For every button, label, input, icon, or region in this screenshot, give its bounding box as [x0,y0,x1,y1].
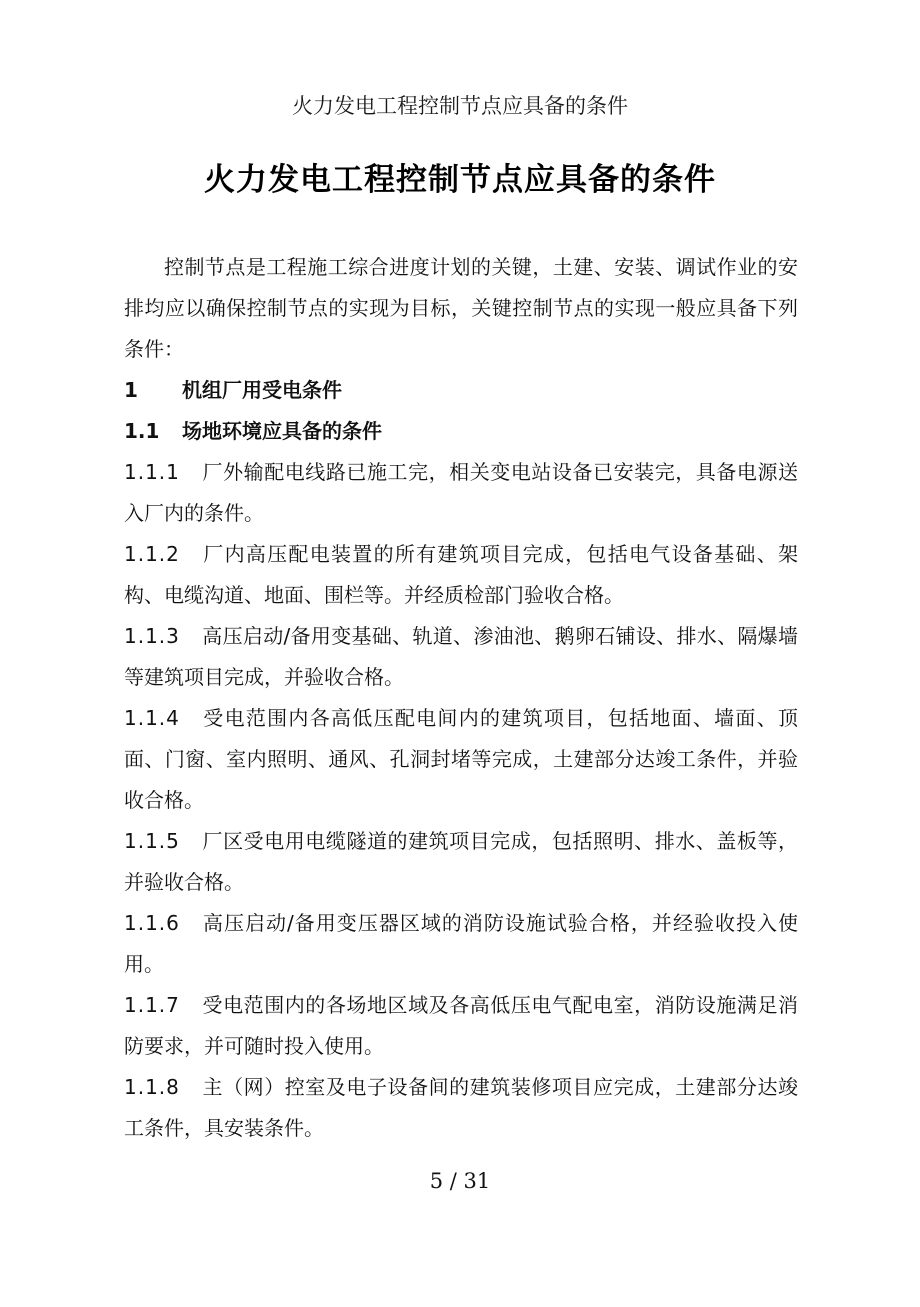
subsection-title: 场地环境应具备的条件 [182,419,382,443]
clause-item [124,698,798,821]
clause-number: 1.1.3 [124,624,180,648]
subsection-number: 1.1 [124,419,160,443]
section-title: 机组厂用受电条件 [182,378,342,402]
clause-text: 主（网）控室及电子设备间的建筑装修项目应完成，土建部分达竣工条件，具安装条件。 [124,1075,798,1140]
clause-text: 厂内高压配电装置的所有建筑项目完成，包括电气设备基础、架构、电缆沟道、地面、围栏等。并经质检部门验收合格。 [124,542,798,607]
clause-item [124,985,798,1067]
clause-text: 厂外输配电线路已施工完，相关变电站设备已安装完，具备电源送入厂内的条件。 [124,460,798,525]
running-header: 火力发电工程控制节点应具备的条件 [292,94,628,118]
page-number: 5 / 31 [429,1169,491,1193]
document-body [124,247,798,1149]
subsection-heading [124,411,798,452]
clause-number: 1.1.7 [124,993,180,1017]
clause-item [124,903,798,985]
clause-item [124,616,798,698]
clause-number: 1.1.8 [124,1075,180,1099]
clause-number: 1.1.5 [124,829,180,853]
clause-text: 高压启动/备用变基础、轨道、渗油池、鹅卵石铺设、排水、隔爆墙等建筑项目完成，并验收合格。 [124,624,798,689]
section-number: 1 [124,378,138,402]
clause-text: 高压启动/备用变压器区域的消防设施试验合格，并经验收投入使用。 [124,911,798,976]
clause-item [124,452,798,534]
clause-text: 受电范围内各高低压配电间内的建筑项目，包括地面、墙面、顶面、门窗、室内照明、通风、孔洞封堵等完成，土建部分达竣工条件，并验收合格。 [124,706,798,812]
clause-number: 1.1.6 [124,911,180,935]
clause-text: 厂区受电用电缆隧道的建筑项目完成，包括照明、排水、盖板等，并验收合格。 [124,829,798,894]
clause-number: 1.1.4 [124,706,180,730]
clause-number: 1.1.1 [124,460,180,484]
clause-number: 1.1.2 [124,542,180,566]
intro-paragraph: 控制节点是工程施工综合进度计划的关键，土建、安装、调试作业的安排均应以确保控制节点的实现为目标，关键控制节点的实现一般应具备下列条件： [124,255,798,361]
document-title: 火力发电工程控制节点应具备的条件 [204,162,716,198]
section-heading [124,370,798,411]
clause-item [124,534,798,616]
clause-item [124,821,798,903]
clause-item [124,1067,798,1149]
clause-text: 受电范围内的各场地区域及各高低压电气配电室，消防设施满足消防要求，并可随时投入使用。 [124,993,798,1058]
